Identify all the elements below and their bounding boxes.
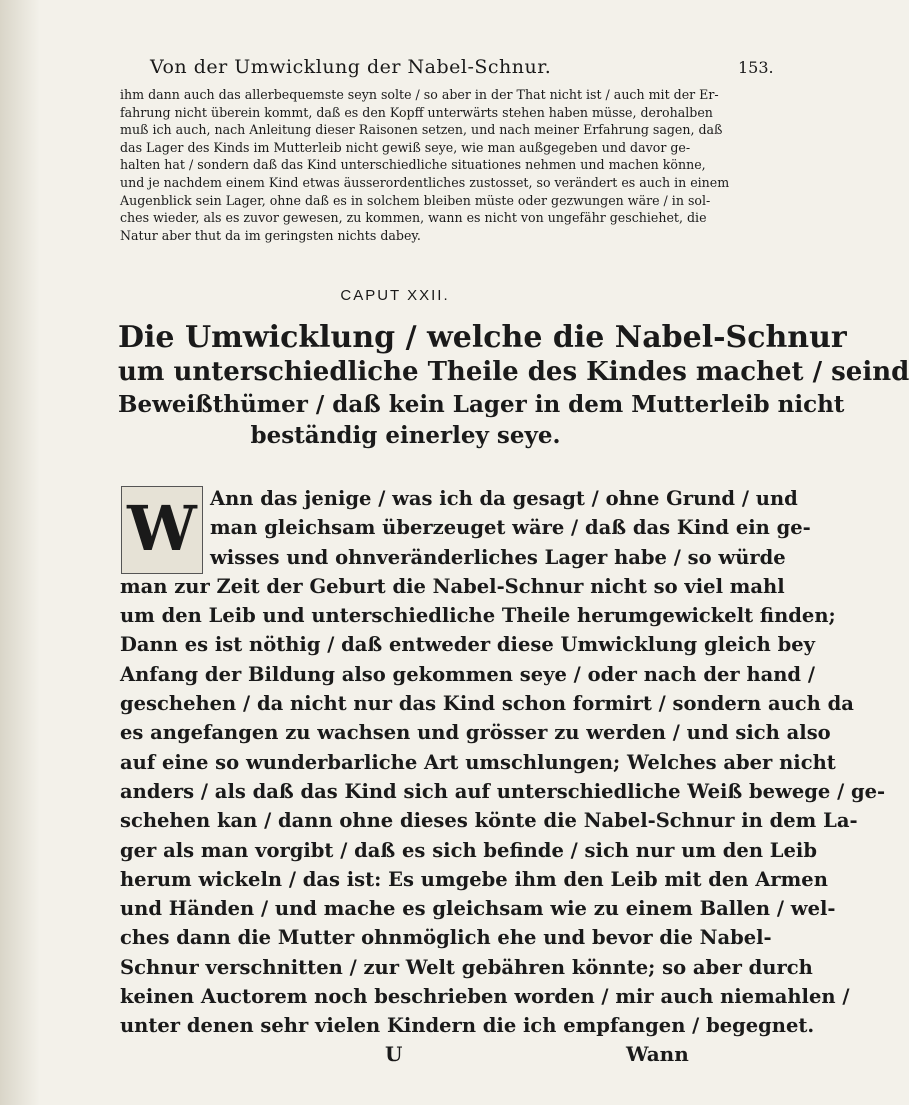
chapter-heading [118, 320, 909, 451]
binding-shadow [0, 0, 40, 1105]
body-line: herum wickeln / das ist: Es umgebe ihm den Leib mit den Armen [120, 867, 828, 891]
intro-line: fahrung nicht überein kommt, daß es den Kopff unterwärts stehen haben müsse, derohalben [120, 104, 713, 120]
chapter-number: CAPUT XXII. [340, 287, 450, 304]
catchword: Wann [626, 1042, 689, 1066]
running-head: Von der Umwicklung der Nabel-Schnur. [150, 56, 552, 78]
body-line: es angefangen zu wachsen und grösser zu werden / und sich also [120, 721, 831, 745]
intro-line: Augenblick sein Lager, ohne daß es in solchem bleiben müste oder gezwungen wäre / in sol- [120, 192, 711, 208]
page-number: 153. [738, 58, 774, 77]
body-line: Dann es ist nöthig / daß entweder diese Umwicklung gleich bey [120, 633, 816, 657]
drop-cap-initial: W [121, 486, 203, 574]
intro-line: halten hat / sondern daß das Kind unterschiedliche situationes nehmen und machen könne, [120, 157, 706, 173]
body-paragraph [120, 484, 886, 1041]
body-line: schehen kan / dann ohne dieses könte die Nabel-Schnur in dem La- [120, 809, 858, 833]
body-line: ches dann die Mutter ohnmöglich ehe und bevor die Nabel- [120, 926, 772, 950]
signature-mark: U [385, 1042, 403, 1066]
body-line: wisses und ohnveränderliches Lager habe / so würde [210, 545, 786, 569]
body-line: Schnur verschnitten / zur Welt gebähren könnte; so aber durch [120, 955, 813, 979]
body-line: unter denen sehr vielen Kindern die ich empfangen / begegnet. [120, 1014, 815, 1038]
body-line: auf eine so wunderbarliche Art umschlungen; Welches aber nicht [120, 750, 836, 774]
body-line: keinen Auctorem noch beschrieben worden / mir auch niemahlen / [120, 985, 850, 1009]
chapter-heading-line: beständig einerley seye. [250, 422, 561, 449]
body-line: geschehen / da nicht nur das Kind schon formirt / sondern auch da [120, 692, 854, 716]
body-line: ger als man vorgibt / daß es sich befinde / sich nur um den Leib [120, 838, 817, 862]
body-line: anders / als daß das Kind sich auf unterschiedliche Weiß bewege / ge- [120, 779, 886, 803]
intro-line: ches wieder, als es zuvor gewesen, zu kommen, wann es nicht von ungefähr geschiehet, die [120, 210, 707, 226]
intro-line: das Lager des Kinds im Mutterleib nicht gewiß seye, wie man außgegeben und davor ge- [120, 139, 691, 155]
chapter-heading-line: um unterschiedliche Theile des Kindes machet / seind [118, 357, 909, 387]
chapter-heading-line: Beweißthümer / daß kein Lager in dem Mutterleib nicht [118, 391, 845, 418]
intro-line: muß ich auch, nach Anleitung dieser Raisonen setzen, und nach meiner Erfahrung sagen, daß [120, 122, 723, 138]
intro-paragraph [120, 86, 730, 244]
intro-line: Natur aber thut da im geringsten nichts dabey. [120, 227, 421, 243]
intro-line: ihm dann auch das allerbequemste seyn solte / so aber in der That nicht ist / auch mit der Er- [120, 87, 719, 102]
intro-line: und je nachdem einem Kind etwas äusserordentliches zustosset, so verändert es auch in einem [120, 174, 730, 190]
chapter-heading-line: Die Umwicklung / welche die Nabel-Schnur [118, 320, 847, 355]
body-line: Anfang der Bildung also gekommen seye / oder nach der hand / [120, 662, 815, 686]
body-line: Ann das jenige / was ich da gesagt / ohne Grund / und [210, 487, 798, 510]
body-line: um den Leib und unterschiedliche Theile herumgewickelt finden; [120, 604, 836, 628]
body-line: und Händen / und mache es gleichsam wie zu einem Ballen / wel- [120, 897, 836, 921]
body-line: man zur Zeit der Geburt die Nabel-Schnur nicht so viel mahl [120, 574, 785, 598]
body-line: man gleichsam überzeuget wäre / daß das Kind ein ge- [210, 516, 811, 540]
